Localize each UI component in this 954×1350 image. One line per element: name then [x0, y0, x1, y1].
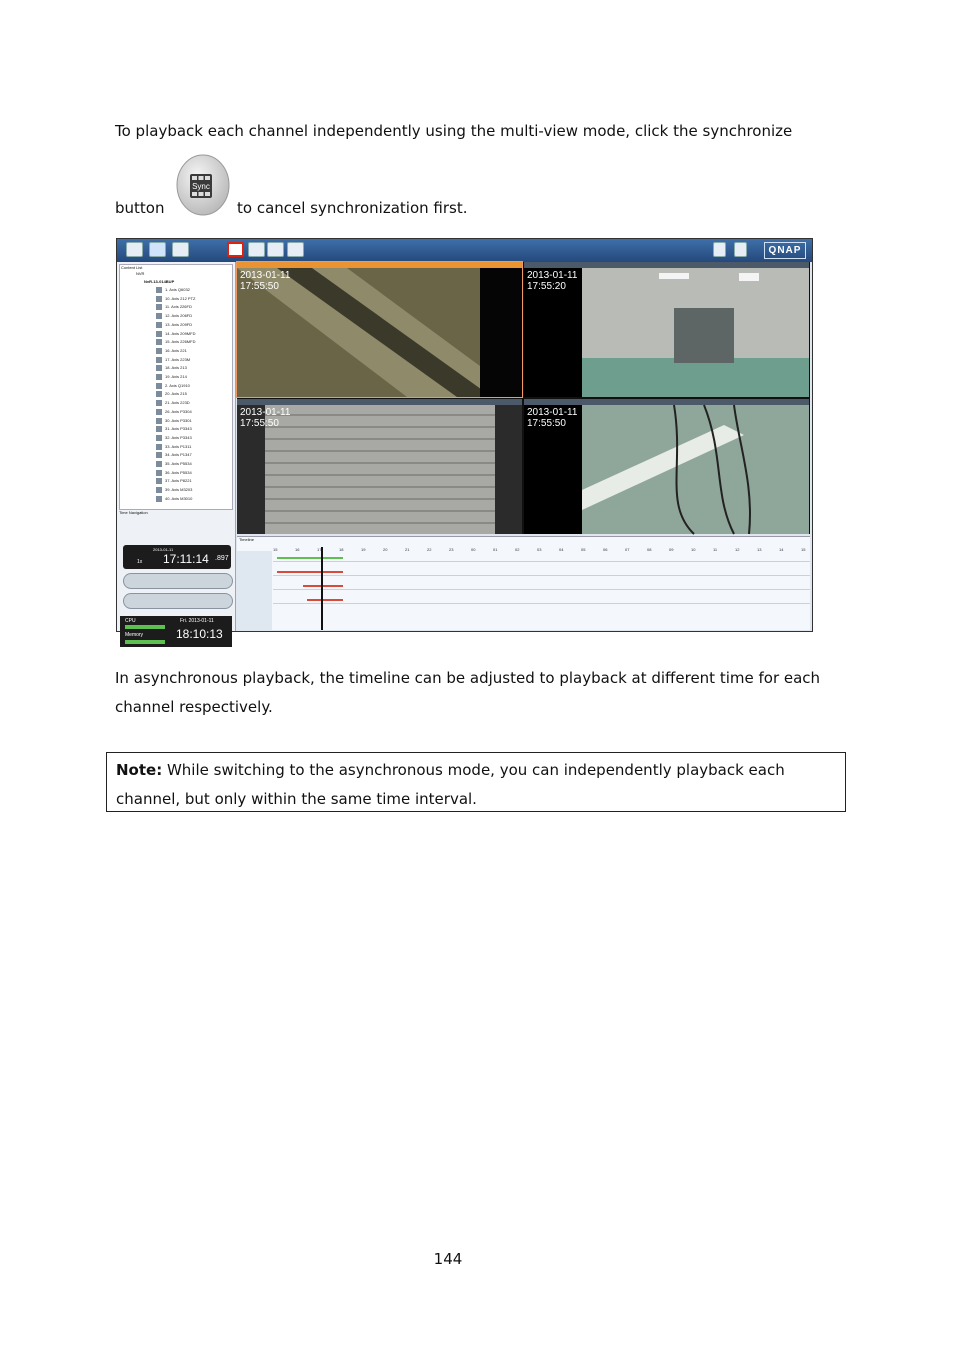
sys-date: Fri. 2013-01-11	[180, 618, 214, 624]
toolbar	[117, 239, 812, 262]
timeline-hour-label: 17	[317, 547, 322, 552]
nav-speed[interactable]: 1x	[137, 559, 143, 565]
channel-list-item[interactable]: 12. Axis 206FD	[156, 313, 192, 321]
sync-icon-label: Sync	[192, 182, 210, 191]
monitor-icon[interactable]	[126, 242, 143, 257]
timeline-hour-label: 13	[757, 547, 762, 552]
recording-bar[interactable]	[277, 557, 343, 559]
note-label: Note:	[116, 761, 163, 779]
intro-paragraph: To playback each channel independently using the multi-view mode, click the synchronize	[115, 122, 793, 140]
quad-view-icon[interactable]	[248, 242, 265, 257]
nav-ms: .897	[215, 555, 229, 562]
qnap-logo: QNAP	[764, 242, 806, 259]
timeline-hour-label: 09	[669, 547, 674, 552]
settings-icon[interactable]	[172, 242, 189, 257]
timeline-hour-label: 16	[295, 547, 300, 552]
channel-list-item[interactable]: 34. Axis P1347	[156, 452, 192, 460]
timeline-cursor[interactable]	[321, 547, 323, 630]
channel-list-item[interactable]: 21. Axis 223D	[156, 400, 190, 408]
recording-bar[interactable]	[277, 571, 343, 573]
timeline-channel-labels	[237, 551, 272, 630]
recording-bar[interactable]	[303, 585, 343, 587]
timeline-hour-label: 03	[537, 547, 542, 552]
cell-timestamp: 2013-01-11 17:55:20	[527, 270, 578, 292]
sync-icon[interactable]	[176, 154, 230, 216]
nvr-playback-screenshot	[116, 238, 813, 641]
timeline-hour-label: 04	[559, 547, 564, 552]
channel-list-item[interactable]: 36. Axis P5534	[156, 470, 192, 478]
sys-time: 18:10:13	[176, 627, 223, 641]
system-status	[120, 616, 232, 647]
timeline-hour-label: 08	[647, 547, 652, 552]
timeline-hour-label: 07	[625, 547, 630, 552]
async-paragraph: In asynchronous playback, the timeline can be adjusted to playback at different time for each channel respectively.	[115, 669, 821, 716]
channel-list-item[interactable]: 2. Axis Q1910	[156, 383, 190, 391]
timeline-hour-label: 11	[713, 547, 718, 552]
channel-list-item[interactable]: 14. Axis 209MFD	[156, 331, 195, 339]
timeline-hour-label: 15	[801, 547, 806, 552]
tool-controls[interactable]	[123, 593, 233, 609]
note-box	[106, 752, 846, 812]
timeline-hour-label: 02	[515, 547, 520, 552]
channel-list-item[interactable]: 17. Axis 223M	[156, 357, 190, 365]
channel-list-item[interactable]: 32. Axis P3343	[156, 435, 192, 443]
channel-list-item[interactable]: 15. Axis 226MFD	[156, 339, 195, 347]
timeline-hour-label: 12	[735, 547, 740, 552]
timeline-hour-label: 10	[691, 547, 696, 552]
cancel-sync-text: to cancel synchronization first.	[237, 199, 468, 217]
timeline-hour-label: 14	[779, 547, 784, 552]
timeline-title: Timeline	[239, 537, 254, 542]
channel-list-item[interactable]: 33. Axis P1311	[156, 444, 191, 452]
channel-list-item[interactable]: 30. Axis P3301	[156, 418, 192, 426]
note-body: While switching to the asynchronous mode, you can independently playback each channel, but only within the same time interval.	[116, 761, 785, 808]
memory-meter	[125, 640, 165, 644]
timeline-hour-label: 21	[405, 547, 410, 552]
nine-view-icon[interactable]	[267, 242, 284, 257]
channel-list-item[interactable]: 35. Axis P5534	[156, 461, 192, 469]
timeline-hour-label: 22	[427, 547, 432, 552]
channel-list-item[interactable]: 26. Axis P3304	[156, 409, 192, 417]
button-word: button	[115, 199, 165, 217]
timeline-hour-label: 01	[493, 547, 498, 552]
channel-list-item[interactable]: 31. Axis P3343	[156, 426, 192, 434]
timeline-hour-label: 20	[383, 547, 388, 552]
timeline-row	[273, 589, 810, 590]
timeline-hour-label: 18	[339, 547, 344, 552]
channel-list-item[interactable]: 20. Axis 215	[156, 391, 187, 399]
timeline-hour-label: 06	[603, 547, 608, 552]
cell-timestamp: 2013-01-11 17:55:50	[527, 407, 578, 429]
video-grid	[237, 262, 810, 534]
nav-date: 2013-01-11	[153, 547, 174, 552]
video-cell[interactable]	[524, 399, 809, 534]
content-list	[119, 264, 233, 510]
channel-list-item[interactable]: 10. Axis 212 PTZ	[156, 296, 195, 304]
single-view-icon[interactable]	[227, 242, 244, 257]
channel-list-item[interactable]: 11. Axis 226FD	[156, 304, 192, 312]
timeline-row	[273, 575, 810, 576]
cpu-meter	[125, 625, 165, 629]
content-list-title: Content List	[121, 265, 143, 270]
cell-timestamp: 2013-01-11 17:55:50	[240, 270, 291, 292]
timeline-hour-label: 05	[581, 547, 586, 552]
sidebar	[117, 262, 236, 641]
time-navigation-title: Time Navigation	[119, 510, 148, 515]
tree-server[interactable]: NvR-13-014BUP	[144, 279, 175, 284]
channel-list-item[interactable]: 16. Axis 221	[156, 348, 187, 356]
video-cell[interactable]	[237, 262, 522, 397]
video-cell[interactable]	[524, 262, 809, 397]
time-navigation-clock	[123, 545, 231, 569]
timeline-row	[273, 561, 810, 562]
user-icon[interactable]	[734, 242, 747, 257]
channel-list-item[interactable]: 40. Axis M3010	[156, 496, 192, 504]
playback-controls[interactable]	[123, 573, 233, 589]
nav-time: 17:11:14	[163, 552, 209, 566]
tree-nvr[interactable]: NVR	[136, 271, 145, 276]
channel-list-item[interactable]: 19. Axis 214	[156, 374, 187, 382]
recording-bar[interactable]	[307, 599, 343, 601]
timeline-hour-label: 23	[449, 547, 454, 552]
cpu-label: CPU	[125, 618, 136, 624]
cell-timestamp: 2013-01-11 17:55:50	[240, 407, 291, 429]
channel-list-item[interactable]: 1. Axis Q6032	[156, 287, 190, 295]
timeline-hour-label: 15	[273, 547, 278, 552]
timeline-hour-label: 00	[471, 547, 476, 552]
channel-list-item[interactable]: 18. Axis 213	[156, 365, 187, 373]
page-number: 144	[433, 1250, 463, 1268]
sixteen-view-icon[interactable]	[287, 242, 304, 257]
info-icon[interactable]	[713, 242, 726, 257]
playback-icon[interactable]	[149, 242, 166, 257]
video-cell[interactable]	[237, 399, 522, 534]
timeline-row	[273, 603, 810, 604]
memory-label: Memory	[125, 632, 144, 638]
channel-list-item[interactable]: 39. Axis M3203	[156, 487, 192, 495]
timeline-hour-label: 19	[361, 547, 366, 552]
channel-list-item[interactable]: 37. Axis P8221	[156, 478, 192, 486]
sync-instruction	[115, 154, 855, 218]
timeline-panel	[237, 536, 810, 630]
channel-list-item[interactable]: 13. Axis 209FD	[156, 322, 192, 330]
